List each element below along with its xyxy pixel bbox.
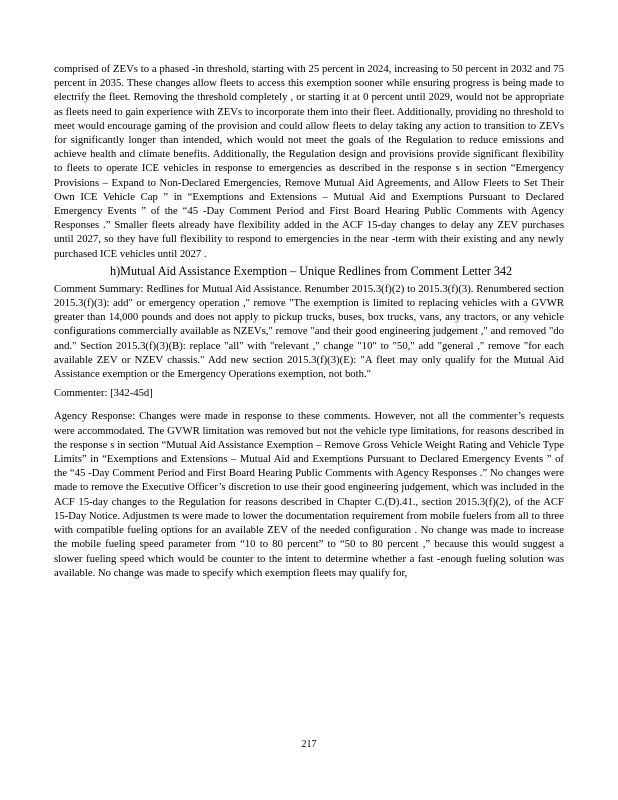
page-number: 217	[301, 739, 317, 750]
section-heading: h)Mutual Aid Assistance Exemption – Unique Redlines from Comment Letter 342	[110, 263, 513, 278]
intro-paragraph: comprised of ZEVs to a phased -in threshold, starting with 25 percent in 2024, increasing to 50 percent in 2032 and 75 percent in 2035. These changes allow fleets to access this exemption sooner while ensuring progress is being made to electrify the fleet. Removing the threshold completely , or starting it at 0 percent until 2029, would not be appropriate as fleets need to gain experience with ZEVs to incorporate them into their fleet. Additionally, providing no threshold to meet would encourage gaming of the provision and could allow fleets to delay taking any action to transition to ZEVs for significantly longer than intended, which would not meet the goals of the Regulation to reduce emissions and achieve health and climate benefits. Additionally, the Regulation design and provisions provide significant flexibility to fleets to operate ICE vehicles in response to emergencies as described in the response s in section “Emergency Provisions – Expand to Non-Declared Emergencies, Remove Mutual Aid Agreements, and Allow Fleets to Set Their Own ICE Vehicle Cap ” in “Exemptions and Extensions – Mutual Aid and Exemptions Pursuant to Declared Emergency Events ” of the “45 -Day Comment Period and First Board Hearing Public Comments with Agency Responses .” Smaller fleets already have flexibility added in the ACF 15-day changes to delay any ZEV purchases until 2027, so they have full flexibility to respond to emergencies in the near -term with their existing and any newly purchased ICE vehicles until 2027 .	[54, 63, 564, 260]
agency-response-paragraph: Agency Response: Changes were made in response to these comments. However, not all the commenter’s requests were accommodated. The GVWR limitation was removed but not the vehicle type limitations, for reasons described in the response s in section “Mutual Aid Assistance Exemption – Remove Gross Vehicle Weight Rating and Vehicle Type Limits” in “Exemptions and Extensions – Mutual Aid and Exemptions Pursuant to Declared Emergency Events ” of the “45 -Day Comment Period and First Board Hearing Public Comments with Agency Responses .” No changes were made to remove the Executive Officer’s discretion to use their good engineering judgement, which was included in the ACF 15-day changes to the Regulation for reasons described in Chapter C.(D).41., section 2015.3(f)(2), of the ACF 15-Day Notice. Adjustmen ts were made to lower the documentation requirement from mobile fuelers from all to three with compatible fueling options for an available ZEV of the needed configuration . No change was made to increase the mobile fueling speed parameter from “10 to 80 percent” to “50 to 80 percent ,” because this would suggest a slower fueling speed which would be counter to the intent to determine whether a fast -enough fueling solution was available. No change was made to specify which exemption fleets may qualify for,	[54, 410, 564, 579]
commenter-line: Commenter: [342-45d]	[54, 387, 153, 400]
document-page	[54, 62, 564, 580]
comment-summary-paragraph: Comment Summary: Redlines for Mutual Aid Assistance. Renumber 2015.3(f)(2) to 2015.3(f)(3). Renumbered section 2015.3(f)(3): add" or emergency operation ," remove "The exemption is limited to replacing vehicles with a GVWR greater than 14,000 pounds and does not apply to pickup trucks, buses, box trucks, vans, any tractors, or any vehicle configurations commercially available as NZEVs," remove "and their good engineering judgement ," and removed "do and." Section 2015.3(f)(3)(B): replace "all" with "relevant ," change "10" to "50," add "general ," remove "for each available ZEV or NZEV chassis." Add new section 2015.3(f)(3)(E): "A fleet may only qualify for the Mutual Aid Assistance exemption or the Emergency Operations exemption, not both."	[54, 282, 564, 381]
